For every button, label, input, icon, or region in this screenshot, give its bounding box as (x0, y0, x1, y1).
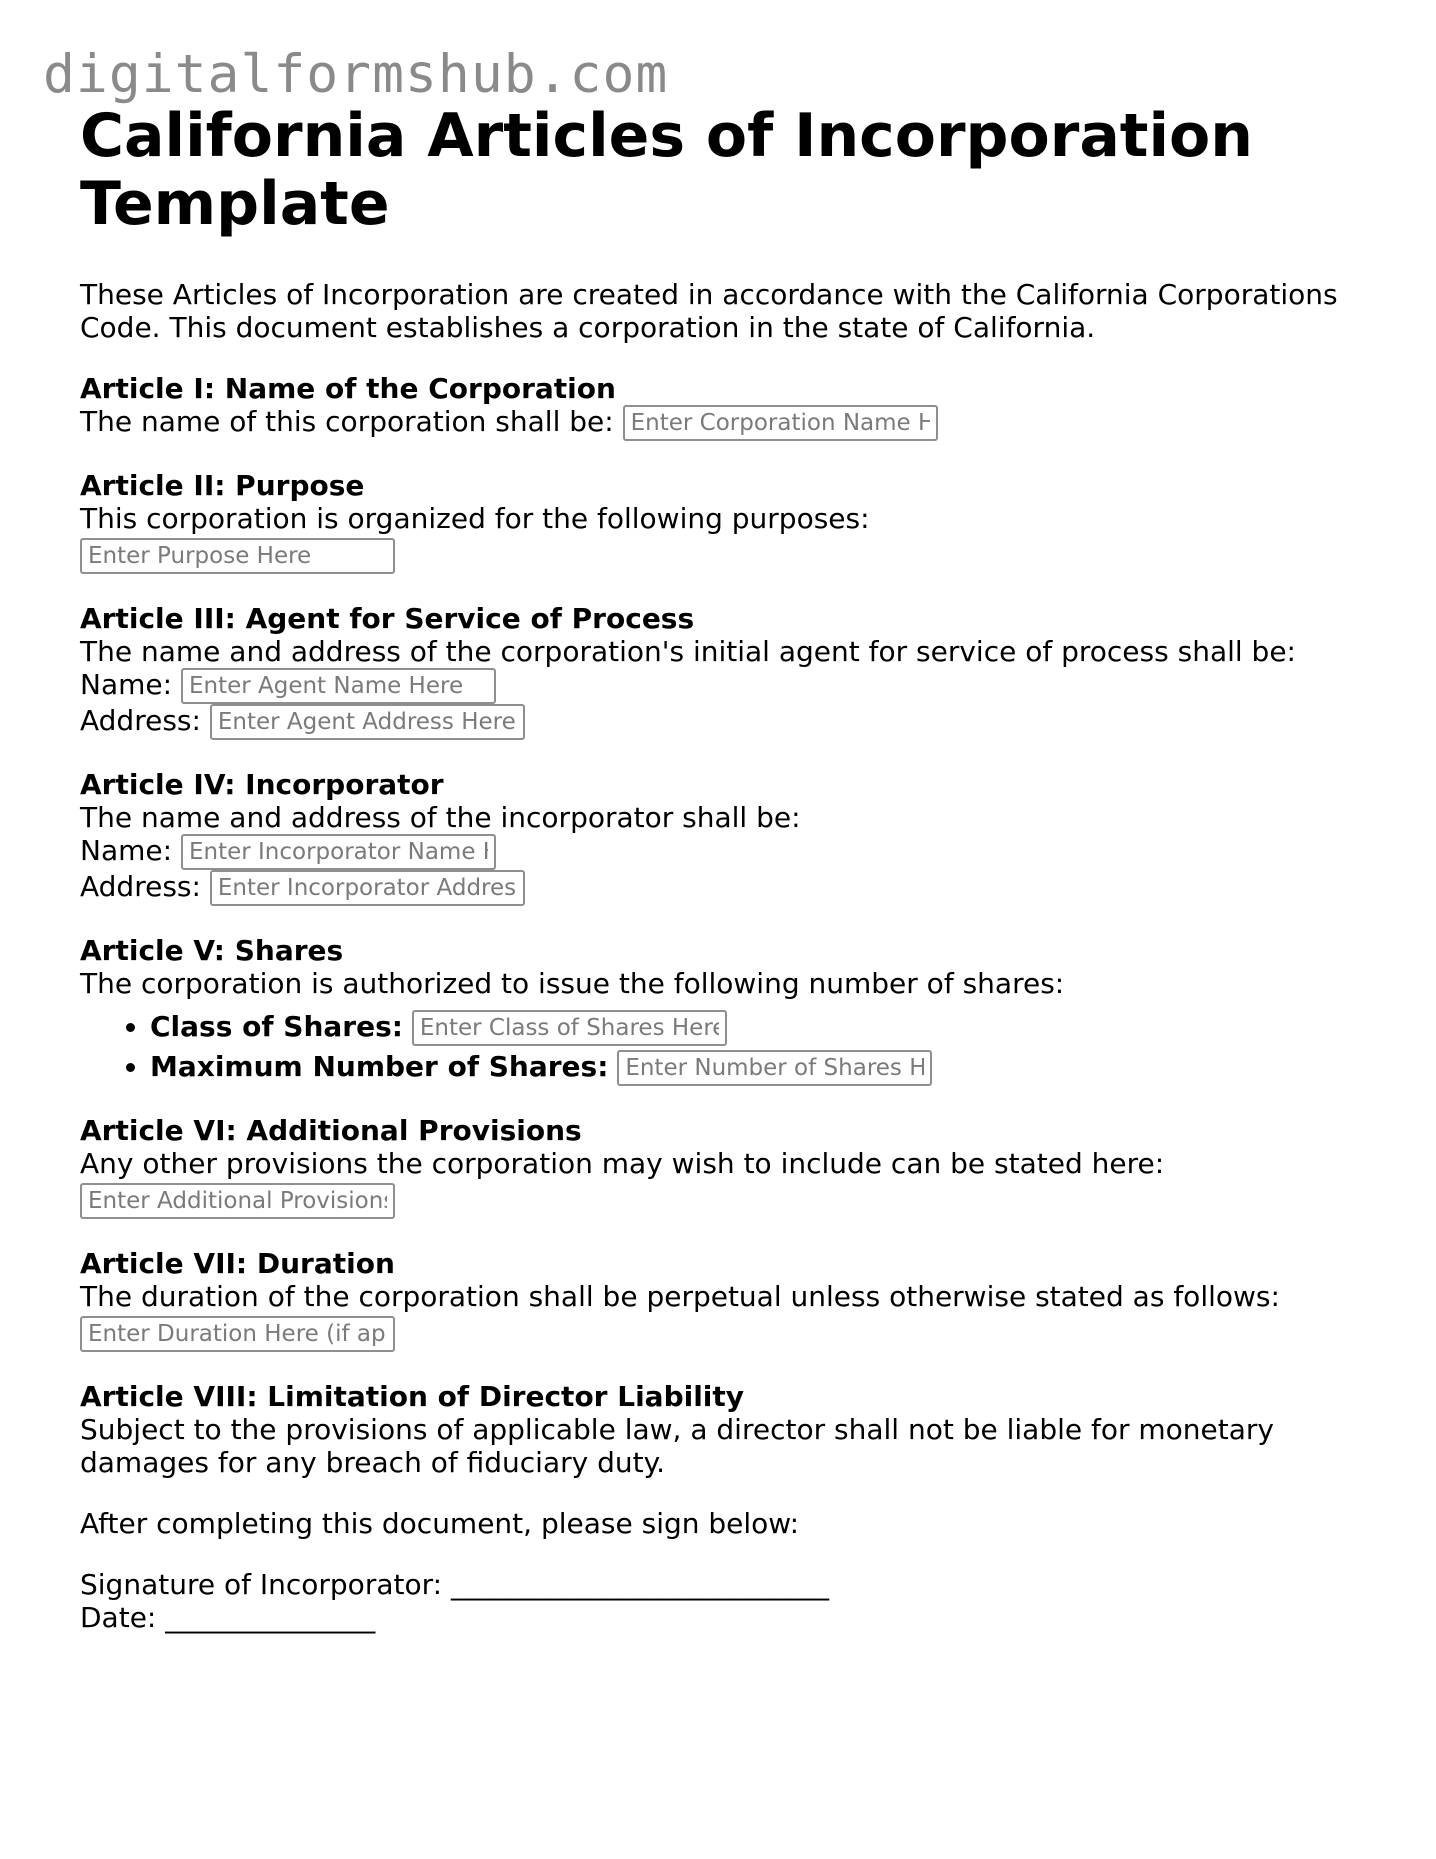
article-1-line (80, 405, 1370, 441)
article-5-text: The corporation is authorized to issue the following number of shares: (80, 967, 1065, 1000)
article-8-text: Subject to the provisions of applicable law, a director shall not be liable for monetary damages for any breach of fiduciary duty. (80, 1413, 1274, 1479)
document-body (80, 102, 1370, 1634)
agent-address-row (80, 704, 1370, 740)
max-shares-label: Maximum Number of Shares: (150, 1050, 609, 1083)
agent-name-input[interactable] (181, 668, 496, 704)
article-3-text: The name and address of the corporation's initial agent for service of process shall be: (80, 635, 1296, 668)
purpose-input[interactable] (80, 538, 395, 574)
article-1 (80, 372, 1370, 441)
signature-block (80, 1568, 1370, 1634)
watermark: digitalformshub.com (43, 44, 669, 105)
agent-address-input[interactable] (210, 704, 525, 740)
article-5 (80, 934, 1370, 1086)
class-of-shares-item (150, 1010, 1370, 1046)
article-4-text: The name and address of the incorporator shall be: (80, 801, 801, 834)
article-7-text: The duration of the corporation shall be perpetual unless otherwise stated as follows: (80, 1280, 1280, 1313)
class-of-shares-input[interactable] (412, 1010, 727, 1046)
intro-paragraph: These Articles of Incorporation are created in accordance with the California Corporations Code. This document establishes a corporation in the state of California. (80, 278, 1338, 344)
article-2-text: This corporation is organized for the following purposes: (80, 502, 870, 535)
article-1-text: The name of this corporation shall be: (80, 405, 614, 438)
article-4-heading: Article IV: Incorporator (80, 768, 444, 801)
incorporator-address-row (80, 870, 1370, 906)
corporation-name-input[interactable] (623, 405, 938, 441)
article-6-text: Any other provisions the corporation may wish to include can be stated here: (80, 1147, 1165, 1180)
article-1-heading: Article I: Name of the Corporation (80, 372, 616, 405)
signature-line: Signature of Incorporator: ___________________________ (80, 1568, 829, 1601)
agent-name-label: Name: (80, 668, 173, 701)
incorporator-name-label: Name: (80, 834, 173, 867)
article-6-field-row (80, 1183, 1370, 1219)
closing-text: After completing this document, please sign below: (80, 1507, 800, 1540)
page-title: California Articles of Incorporation Template (80, 101, 1253, 239)
article-7 (80, 1247, 1370, 1352)
article-7-field-row (80, 1316, 1370, 1352)
class-of-shares-label: Class of Shares: (150, 1010, 403, 1043)
agent-address-label: Address: (80, 704, 201, 737)
incorporator-address-label: Address: (80, 870, 201, 903)
article-4 (80, 768, 1370, 906)
max-shares-input[interactable] (617, 1050, 932, 1086)
incorporator-name-input[interactable] (181, 834, 496, 870)
article-5-heading: Article V: Shares (80, 934, 344, 967)
article-6-heading: Article VI: Additional Provisions (80, 1114, 582, 1147)
article-3 (80, 602, 1370, 740)
duration-input[interactable] (80, 1316, 395, 1352)
article-8 (80, 1380, 1370, 1479)
article-3-heading: Article III: Agent for Service of Process (80, 602, 695, 635)
article-8-heading: Article VIII: Limitation of Director Liability (80, 1380, 745, 1413)
max-shares-item (150, 1050, 1370, 1086)
article-2 (80, 469, 1370, 574)
article-6 (80, 1114, 1370, 1219)
shares-list (80, 1010, 1370, 1086)
article-2-heading: Article II: Purpose (80, 469, 365, 502)
date-line: Date: _______________ (80, 1601, 376, 1634)
article-7-heading: Article VII: Duration (80, 1247, 395, 1280)
incorporator-name-row (80, 834, 1370, 870)
incorporator-address-input[interactable] (210, 870, 525, 906)
article-2-field-row (80, 538, 1370, 574)
additional-provisions-input[interactable] (80, 1183, 395, 1219)
agent-name-row (80, 668, 1370, 704)
